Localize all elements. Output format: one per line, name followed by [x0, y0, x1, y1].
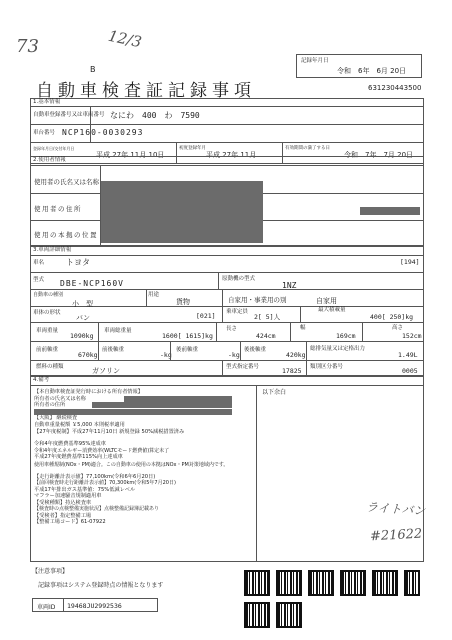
capacity-value: 2[ 5]人	[254, 313, 281, 321]
height-label: 高さ	[392, 325, 404, 331]
vehicle-id-box	[32, 598, 158, 612]
remark-line: 【大阪】 継続検査	[34, 415, 78, 421]
remark-line: 平成17年排出ガス基準値：75%低減レベル	[34, 486, 136, 493]
remark-line: 令和4年度エネルギー消費効率(WLTCモード燃費値)算定未了	[34, 447, 170, 454]
displacement-label: 総排気量又は定格出力	[310, 346, 366, 352]
reg-number-value: なにわ 400 わ 7590	[110, 111, 200, 120]
designation-label: 型式指定番号	[226, 364, 260, 370]
remark-line: 【本自動車検査証発行時における所有者情報】	[34, 389, 143, 395]
section1-heading: 1.基本情報	[33, 99, 61, 105]
qr-code-6-icon	[404, 570, 420, 596]
type-label: 自動車の種別	[33, 292, 64, 298]
vin-label: 車台番号	[33, 130, 56, 136]
vehicle-id-value: 19468JU2992536	[67, 602, 122, 610]
gross-weight-label: 車両総重量	[104, 328, 132, 334]
use-value: 貨物	[176, 298, 190, 306]
qr-code-5-icon	[372, 570, 398, 596]
purpose-label: 自家用・事業用の別	[228, 296, 287, 304]
body-label: 車体の形状	[33, 310, 61, 316]
form-letter: B	[90, 65, 96, 74]
redacted-address-tail	[360, 207, 420, 215]
body-value: バン	[76, 314, 90, 322]
reg-number-label: 自動車登録番号又は車両番号	[33, 112, 105, 118]
handwritten-date: 12/3	[106, 26, 144, 52]
record-date-label: 記録年月日	[301, 58, 329, 64]
qr-code-3-icon	[308, 570, 334, 596]
section3-heading: 3.車両詳細情報	[33, 247, 72, 253]
redacted-user-name	[101, 181, 263, 193]
capacity-label: 乗車定員	[226, 309, 249, 315]
remark-line: 所有者の氏名又は名称	[34, 395, 86, 402]
notice-text: 記録事項はシステム登録時点の情報となります	[38, 582, 164, 589]
qr-code-4-icon	[340, 570, 366, 596]
front-front-axle-label: 前前軸重	[36, 347, 59, 353]
fuel-label: 燃料の種類	[36, 364, 64, 370]
remark-line: マフラー加速騒音規制適用車	[34, 493, 102, 499]
height-value: 152cm	[402, 332, 422, 340]
qr-code-2-icon	[276, 570, 302, 596]
record-date-value: 令和 6年 6月 20日	[337, 67, 407, 75]
remark-line: 自動車重量税額 ￥5,000 本則税率適用	[34, 421, 125, 428]
width-label: 幅	[300, 325, 306, 331]
expiry-value: 令和 7年 7月 20日	[344, 151, 414, 159]
remark-line: 【受検種類】持込検査車	[34, 499, 92, 506]
rear-front-axle-label: 後前軸重	[176, 347, 199, 353]
remarks-end-label: 以下余白	[262, 389, 287, 396]
document-title: 自動車検査証記録事項	[36, 81, 256, 101]
handwritten-number: 73	[16, 36, 39, 57]
qr-code-1-icon	[244, 570, 270, 596]
expiry-label: 有効期間の満了する日	[285, 146, 330, 151]
document-number: 631230443500	[368, 84, 422, 92]
weight-label: 車両重量	[36, 328, 59, 334]
remark-line: 【受検者】指定整備工場	[34, 512, 92, 519]
body-code: [021]	[196, 312, 216, 320]
user-name-label: 使用者の氏名又は名称	[34, 178, 99, 186]
first-year-value: 平成 27年 11月	[206, 151, 257, 159]
model-value: DBE-NCP160V	[60, 279, 124, 288]
fuel-value: ガソリン	[92, 367, 120, 375]
section4-heading: 4.備考	[33, 377, 50, 383]
engine-value: 1NZ	[282, 281, 297, 290]
handwritten-note-number: #21622	[369, 526, 423, 545]
weight-value: 1090kg	[70, 332, 94, 340]
remark-line: 令和4年度燃費基準95%達成車	[34, 441, 106, 447]
front-front-axle-value: 670kg	[78, 351, 98, 359]
rear-front-axle-value: -kg	[228, 351, 240, 359]
designation-value: 17825	[282, 367, 302, 375]
redacted-owner-extra	[34, 409, 232, 415]
remark-line: 【27年度税制】平成27年11月10日 新規登録 50%減税措置済み	[34, 429, 185, 435]
remark-line: 所有者の住所	[34, 402, 66, 408]
remark-line: 使用車種規制(NOx・PM)適合。この自動車の使用の本拠はNOx・PM対策地域内です。	[34, 461, 229, 468]
type-value: 小 型	[72, 300, 93, 308]
max-load-value: 400[ 250]kg	[370, 313, 414, 321]
first-reg-value: 平成 27年 11月 10日	[96, 151, 165, 159]
redacted-user-address	[101, 193, 263, 243]
width-value: 169cm	[336, 332, 356, 340]
category-label: 類別区分番号	[310, 364, 344, 370]
length-value: 424cm	[256, 332, 276, 340]
base-location-label: 使用の本拠の位置	[34, 231, 98, 239]
remark-line: 【整備工場コード】61-07922	[34, 519, 106, 525]
first-year-label: 初度登録年月	[179, 146, 206, 151]
front-rear-axle-value: -kg	[160, 351, 172, 359]
use-label: 用途	[148, 292, 160, 298]
remark-line: 【前回検査時走行距離計表示値】70,300km(令和5年7月20日)	[34, 480, 176, 486]
rear-rear-axle-value: 420kg	[286, 351, 306, 359]
model-label: 型式	[33, 277, 45, 283]
remark-line: 【検査時の点検整備実施状況】点検整備記録簿記載あり	[34, 506, 160, 512]
redacted-owner-address	[92, 402, 232, 408]
engine-label: 原動機の型式	[222, 276, 256, 282]
remark-line: 平成27年度燃費基準115%向上達成車	[34, 454, 123, 460]
vehicle-id-label: 車両ID	[37, 604, 56, 611]
front-rear-axle-label: 前後軸重	[102, 347, 125, 353]
purpose-value: 自家用	[316, 297, 337, 305]
record-date-box	[296, 54, 422, 78]
vin-value: NCP160-0030293	[62, 128, 144, 137]
maker-label: 車名	[33, 260, 45, 266]
displacement-value: 1.49L	[398, 351, 418, 359]
user-address-label: 使用者の住所	[34, 205, 82, 213]
category-value: 0005	[402, 367, 418, 375]
notice-heading: 【注意事項】	[32, 568, 69, 575]
handwritten-note-van: ライトバン	[365, 499, 426, 519]
rear-rear-axle-label: 後後軸重	[244, 347, 267, 353]
first-reg-label: 登録年月日/交付年月日	[33, 146, 75, 151]
maker-value: トヨタ	[66, 258, 90, 267]
gross-weight-value: 1600[ 1615]kg	[162, 332, 213, 340]
remark-line: 【走行距離計表示値】77,100km(令和6年6月20日)	[34, 473, 156, 480]
qr-code-8-icon	[276, 602, 302, 628]
length-label: 長さ	[226, 326, 238, 332]
maker-code: [194]	[400, 258, 420, 266]
qr-code-7-icon	[244, 602, 270, 628]
section2-heading: 2.使用者情報	[33, 157, 66, 163]
max-load-label: 最大積載量	[318, 307, 346, 313]
